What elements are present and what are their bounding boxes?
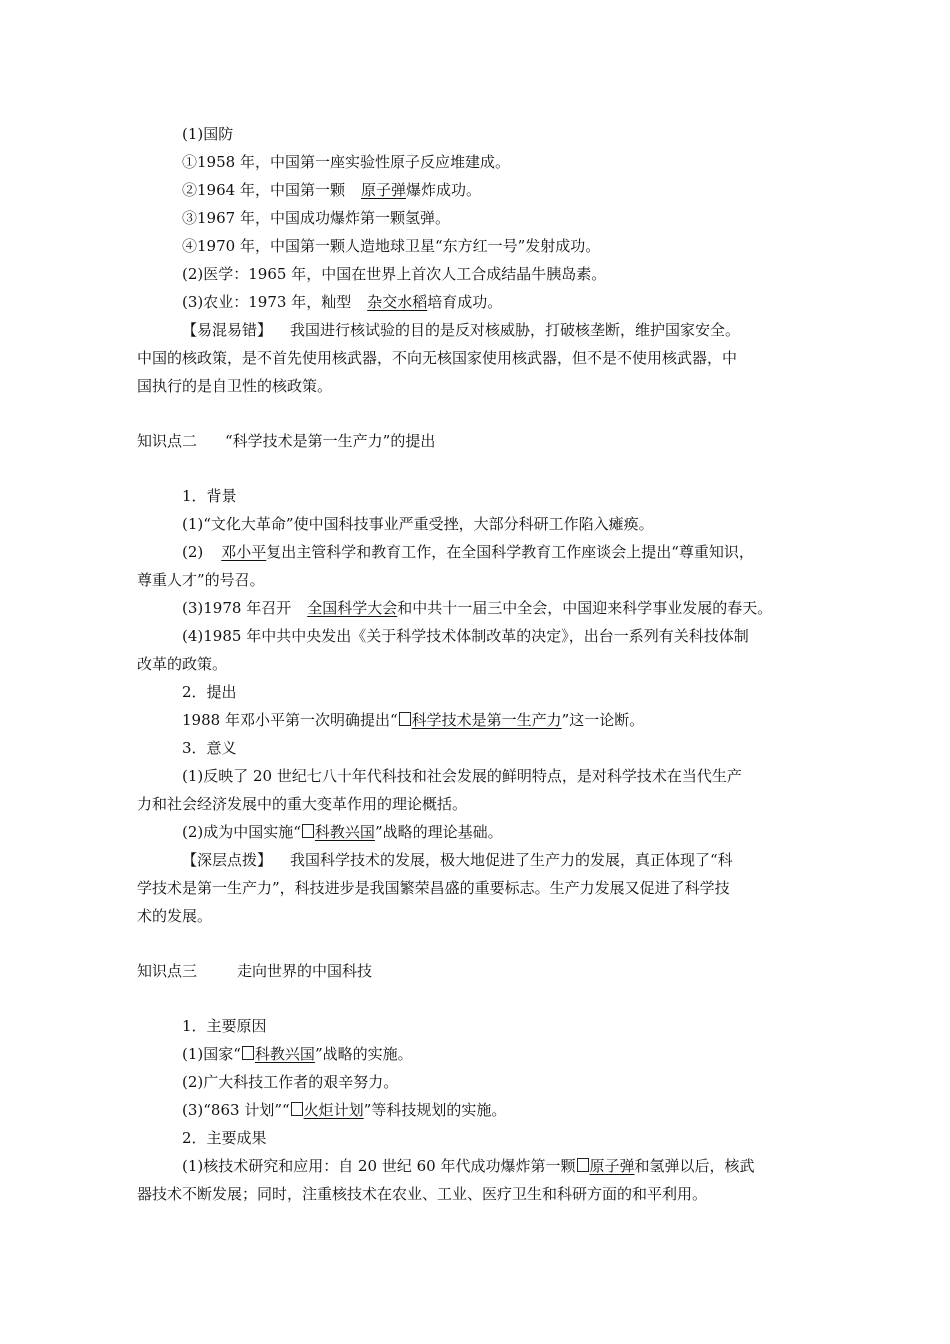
defense-item-3: ③1967 年，中国成功爆炸第一颗氢弹。 xyxy=(182,209,450,227)
answer-hybrid-rice: 杂交水稻 xyxy=(367,293,428,311)
background-item-2-cont: 尊重人才”的号召。 xyxy=(137,571,265,589)
answer-kejiao-xingguo-2: 科教兴国 xyxy=(254,1045,315,1063)
blank-box-icon xyxy=(242,1046,254,1060)
section-heading-3 xyxy=(137,961,372,981)
note-insight-line-3: 术的发展。 xyxy=(137,907,213,925)
proposal-line: 1988 年邓小平第一次明确提出“ 科学技术是第一生产力”这一论断。 xyxy=(182,711,645,729)
significance-heading: 3．意义 xyxy=(182,739,237,757)
defense-item-1: ①1958 年，中国第一座实验性原子反应堆建成。 xyxy=(182,153,510,171)
significance-item-1: (1)反映了 20 世纪七八十年代科技和社会发展的鲜明特点，是对科学技术在当代生产 xyxy=(182,767,742,785)
answer-atomic-bomb: 原子弹 xyxy=(360,181,406,199)
reason-item-2: (2)广大科技工作者的艰辛努力。 xyxy=(182,1073,399,1091)
section-heading-2 xyxy=(137,431,435,451)
reason-heading: 1．主要原因 xyxy=(182,1017,267,1035)
background-item-1: (1)“文化大革命”使中国科技事业严重受挫，大部分科研工作陷入瘫痪。 xyxy=(182,515,654,533)
background-item-3: (3)1978 年召开 全国科学大会和中共十一届三中全会，中国迎来科学事业发展的春天。 xyxy=(182,599,773,617)
defense-item-4: ④1970 年，中国第一颗人造地球卫星“东方红一号”发射成功。 xyxy=(182,237,601,255)
answer-kejiao-xingguo: 科教兴国 xyxy=(314,823,375,841)
section-title-3: 走向世界的中国科技 xyxy=(237,962,373,980)
significance-item-1-cont: 力和社会经济发展中的重大变革作用的理论概括。 xyxy=(137,795,468,813)
medicine-line: (2)医学：1965 年，中国在世界上首次人工合成结晶牛胰岛素。 xyxy=(182,265,607,283)
agriculture-line: (3)农业：1973 年，籼型 杂交水稻培育成功。 xyxy=(182,293,503,311)
answer-atomic-bomb-2: 原子弹 xyxy=(589,1157,635,1175)
answer-deng-xiaoping: 邓小平 xyxy=(221,543,267,561)
background-item-4: (4)1985 年中共中央发出《关于科学技术体制改革的决定》，出台一系列有关科技体制 xyxy=(182,627,749,645)
note-insight-line-2: 学技术是第一生产力”，科技进步是我国繁荣昌盛的重要标志。生产力发展又促进了科学技 xyxy=(137,879,730,897)
section-label-3: 知识点三 xyxy=(137,962,198,980)
note-confusion-line-2: 中国的核政策，是不首先使用核武器，不向无核国家使用核武器，但不是不使用核武器，中 xyxy=(137,349,738,367)
blank-box-icon xyxy=(302,824,314,838)
achievement-item-1: (1)核技术研究和应用：自 20 世纪 60 年代成功爆炸第一颗 原子弹和氢弹以后，核武 xyxy=(182,1157,755,1175)
blank-box-icon xyxy=(577,1158,589,1172)
section-title-2: “科学技术是第一生产力”的提出 xyxy=(225,432,436,450)
reason-item-3: (3)“863 计划”“ 火炬计划”等科技规划的实施。 xyxy=(182,1101,507,1119)
note-confusion-line-1: 【易混易错】 我国进行核试验的目的是反对核威胁，打破核垄断，维护国家安全。 xyxy=(182,321,741,339)
note-insight-line-1: 【深层点拨】 我国科学技术的发展，极大地促进了生产力的发展，真正体现了“科 xyxy=(182,851,733,869)
background-item-4-cont: 改革的政策。 xyxy=(137,655,228,673)
defense-heading: (1)国防 xyxy=(182,125,234,143)
section-label-2: 知识点二 xyxy=(137,432,198,450)
significance-item-2: (2)成为中国实施“ 科教兴国”战略的理论基础。 xyxy=(182,823,503,841)
answer-first-productive-force: 科学技术是第一生产力 xyxy=(411,711,562,729)
proposal-heading: 2．提出 xyxy=(182,683,237,701)
reason-item-1: (1)国家“ 科教兴国”战略的实施。 xyxy=(182,1045,413,1063)
background-heading: 1．背景 xyxy=(182,487,237,505)
answer-science-conference: 全国科学大会 xyxy=(307,599,398,617)
defense-item-2: ②1964 年，中国第一颗 原子弹爆炸成功。 xyxy=(182,181,481,199)
note-confusion-line-3: 国执行的是自卫性的核政策。 xyxy=(137,377,333,395)
note-insight-tag: 【深层点拨】 xyxy=(182,851,273,869)
blank-box-icon xyxy=(291,1102,303,1116)
note-confusion-tag: 【易混易错】 xyxy=(182,321,273,339)
answer-torch-plan: 火炬计划 xyxy=(303,1101,364,1119)
achievement-heading: 2．主要成果 xyxy=(182,1129,267,1147)
background-item-2: (2) 邓小平复出主管科学和教育工作，在全国科学教育工作座谈会上提出“尊重知识， xyxy=(182,543,754,561)
blank-box-icon xyxy=(399,712,411,726)
achievement-item-1-cont: 器技术不断发展；同时，注重核技术在农业、工业、医疗卫生和科研方面的和平利用。 xyxy=(137,1185,708,1203)
